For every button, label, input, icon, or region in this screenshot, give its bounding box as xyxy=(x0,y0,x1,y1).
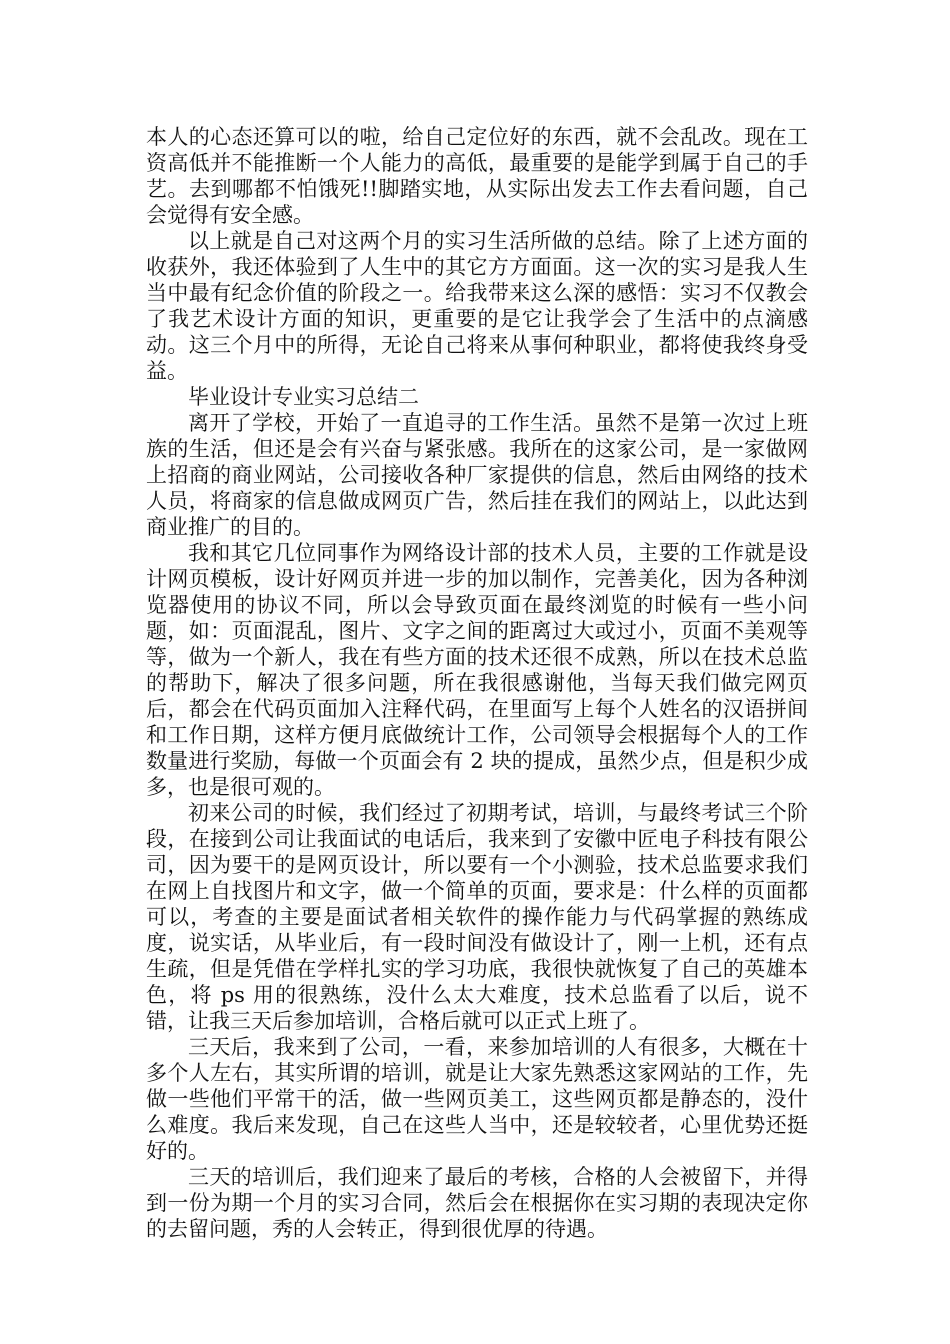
paragraph-7: 三天的培训后，我们迎来了最后的考核，合格的人会被留下，并得到一份为期一个月的实习合同，然后会在根据你在实习期的表现决定你的去留问题，秀的人会转正，得到很优厚的待遇。 xyxy=(146,1165,808,1241)
paragraph-4: 我和其它几位同事作为网络设计部的技术人员，主要的工作就是设计网页模板，设计好网页并进一步的加以制作，完善美化，因为各种浏览器使用的协议不同，所以会导致页面在最终浏览的时候有一些小问题，如：页面混乱，图片、文字之间的距离过大或过小，页面不美观等等，做为一个新人，我在有些方面的技术还很不成熟，所以在技术总监的帮助下，解决了很多问题，所在我很感谢他，当每天我们做完网页后，都会在代码页面加入注释代码，在里面写上每个人姓名的汉语拼间和工作日期，这样方便月底做统计工作，公司领导会根据每个人的工作数量进行奖励，每做一个页面会有 2 块的提成，虽然少点，但是积少成多，也是很可观的。 xyxy=(146,541,808,799)
paragraph-3: 离开了学校，开始了一直追寻的工作生活。虽然不是第一次过上班族的生活，但还是会有兴奋与紧张感。我所在的这家公司，是一家做网上招商的商业网站，公司接收各种厂家提供的信息，然后由网络的技术人员，将商家的信息做成网页广告，然后挂在我们的网站上，以此达到商业推广的目的。 xyxy=(146,411,808,539)
section-heading: 毕业设计专业实习总结二 xyxy=(188,385,419,409)
paragraph-6: 三天后，我来到了公司，一看，来参加培训的人有很多，大概在十多个人左右，其实所谓的培训，就是让大家先熟悉这家网站的工作，先做一些他们平常干的活，做一些网页美工，这些网页都是静态的，没什么难度。我后来发现，自己在这些人当中，还是较较者，心里优势还挺好的。 xyxy=(146,1035,808,1163)
paragraph-1: 本人的心态还算可以的啦，给自己定位好的东西，就不会乱改。现在工资高低并不能推断一个人能力的高低，最重要的是能学到属于自己的手艺。去到哪都不怕饿死!!脚踏实地，从实际出发去工作去看问题，自己会觉得有安全感。 xyxy=(146,125,808,227)
paragraph-2: 以上就是自己对这两个月的实习生活所做的总结。除了上述方面的收获外，我还体验到了人生中的其它方方面面。这一次的实习是我人生当中最有纪念价值的阶段之一。给我带来这么深的感悟：实习不仅教会了我艺术设计方面的知识，更重要的是它让我学会了生活中的点滴感动。这三个月中的所得，无论自己将来从事何种职业，都将使我终身受益。 xyxy=(146,229,808,383)
document-body xyxy=(146,124,808,1242)
paragraph-5: 初来公司的时候，我们经过了初期考试，培训，与最终考试三个阶段，在接到公司让我面试的电话后，我来到了安徽中匠电子科技有限公司，因为要干的是网页设计，所以要有一个小测验，技术总监要求我们在网上自找图片和文字，做一个简单的页面，要求是：什么样的页面都可以，考查的主要是面试者相关软件的操作能力与代码掌握的熟练成度，说实话，从毕业后，有一段时间没有做设计了，刚一上机，还有点生疏，但是凭借在学样扎实的学习功底，我很快就恢复了自己的英雄本色，将 ps 用的很熟练，没什么太大难度，技术总监看了以后，说不错，让我三天后参加培训，合格后就可以正式上班了。 xyxy=(146,801,808,1033)
